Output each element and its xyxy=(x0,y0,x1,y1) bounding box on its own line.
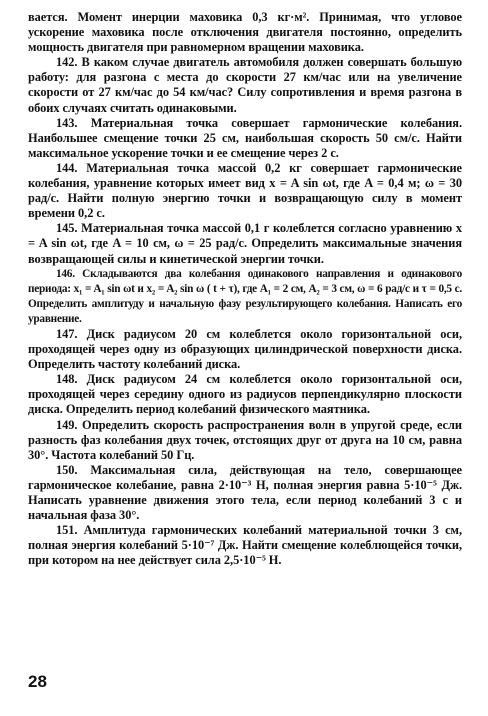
problem-146: 146. Складываются два колебания одинакового направления и одинакового периода: x₁ = A₁ sin ωt и x₂ = A₂ sin ω ( t + τ), где A₁ = 2 см, A₂ = 3 см, ω = 6 рад/с и τ = 0,5 с. Определить амплитуду и начальную фазу результирующего колебания. Написать его уравнение. xyxy=(28,267,462,325)
problem-151: 151. Амплитуда гармонических колебаний материальной точки 3 см, полная энергия колебаний 5·10⁻⁷ Дж. Найти смещение колеблющейся точки, при котором на нее действует сила 2,5·10⁻⁵ Н. xyxy=(28,523,462,568)
page-text xyxy=(28,10,462,568)
problem-147: 147. Диск радиусом 20 см колеблется около горизонтальной оси, проходящей через одну из образующих цилиндрической поверхности диска. Определить частоту колебаний диска. xyxy=(28,326,462,372)
problem-149: 149. Определить скорость распространения волн в упругой среде, если разность фаз колебания двух точек, отстоящих друг от друга на 10 см, равна 30°. Частота колебаний 50 Гц. xyxy=(28,417,462,462)
problem-143: 143. Материальная точка совершает гармонические колебания. Наибольшее смещение точки 25 см, наибольшая скорость 50 см/с. Найти максимальное ускорение точки и ее смещение через 2 с. xyxy=(28,115,462,160)
problem-142: 142. В каком случае двигатель автомобиля должен совершать большую работу: для разгона с места до скорости 27 км/час или на увеличение скорости от 27 км/час до 54 км/час? Силу сопротивления и время разгона в обоих случаях считать одинаковыми. xyxy=(28,55,462,115)
paragraph-continuation: вается. Момент инерции маховика 0,3 кг·м². Принимая, что угловое ускорение маховика после отключения двигателя постоянно, определить мощность двигателя при равномерном вращении маховика. xyxy=(28,10,462,55)
problem-144: 144. Материальная точка массой 0,2 кг совершает гармонические колебания, уравнение которых имеет вид x = A sin ωt, где A = 0,4 м; ω = 30 рад/с. Найти полную энергию точки и возвращающую силу в момент времени 0,2 с. xyxy=(28,160,462,221)
problem-145: 145. Материальная точка массой 0,1 г колеблется согласно уравнению x = A sin ωt, где A = 10 см, ω = 25 рад/с. Определить максимальные значения возвращающей силы и кинетической энергии точки. xyxy=(28,221,462,266)
page-number: 28 xyxy=(28,672,47,691)
problem-150: 150. Максимальная сила, действующая на тело, совершающее гармоническое колебание, равна 2·10⁻³ Н, полная энергия равна 5·10⁻⁵ Дж. Написать уравнение движения этого тела, если период колебаний 3 с и начальная фаза 30°. xyxy=(28,462,462,523)
problem-148: 148. Диск радиусом 24 см колеблется около горизонтальной оси, проходящей через середину одного из радиусов перпендикулярно плоскости диска. Определить период колебаний физического маятника. xyxy=(28,372,462,417)
